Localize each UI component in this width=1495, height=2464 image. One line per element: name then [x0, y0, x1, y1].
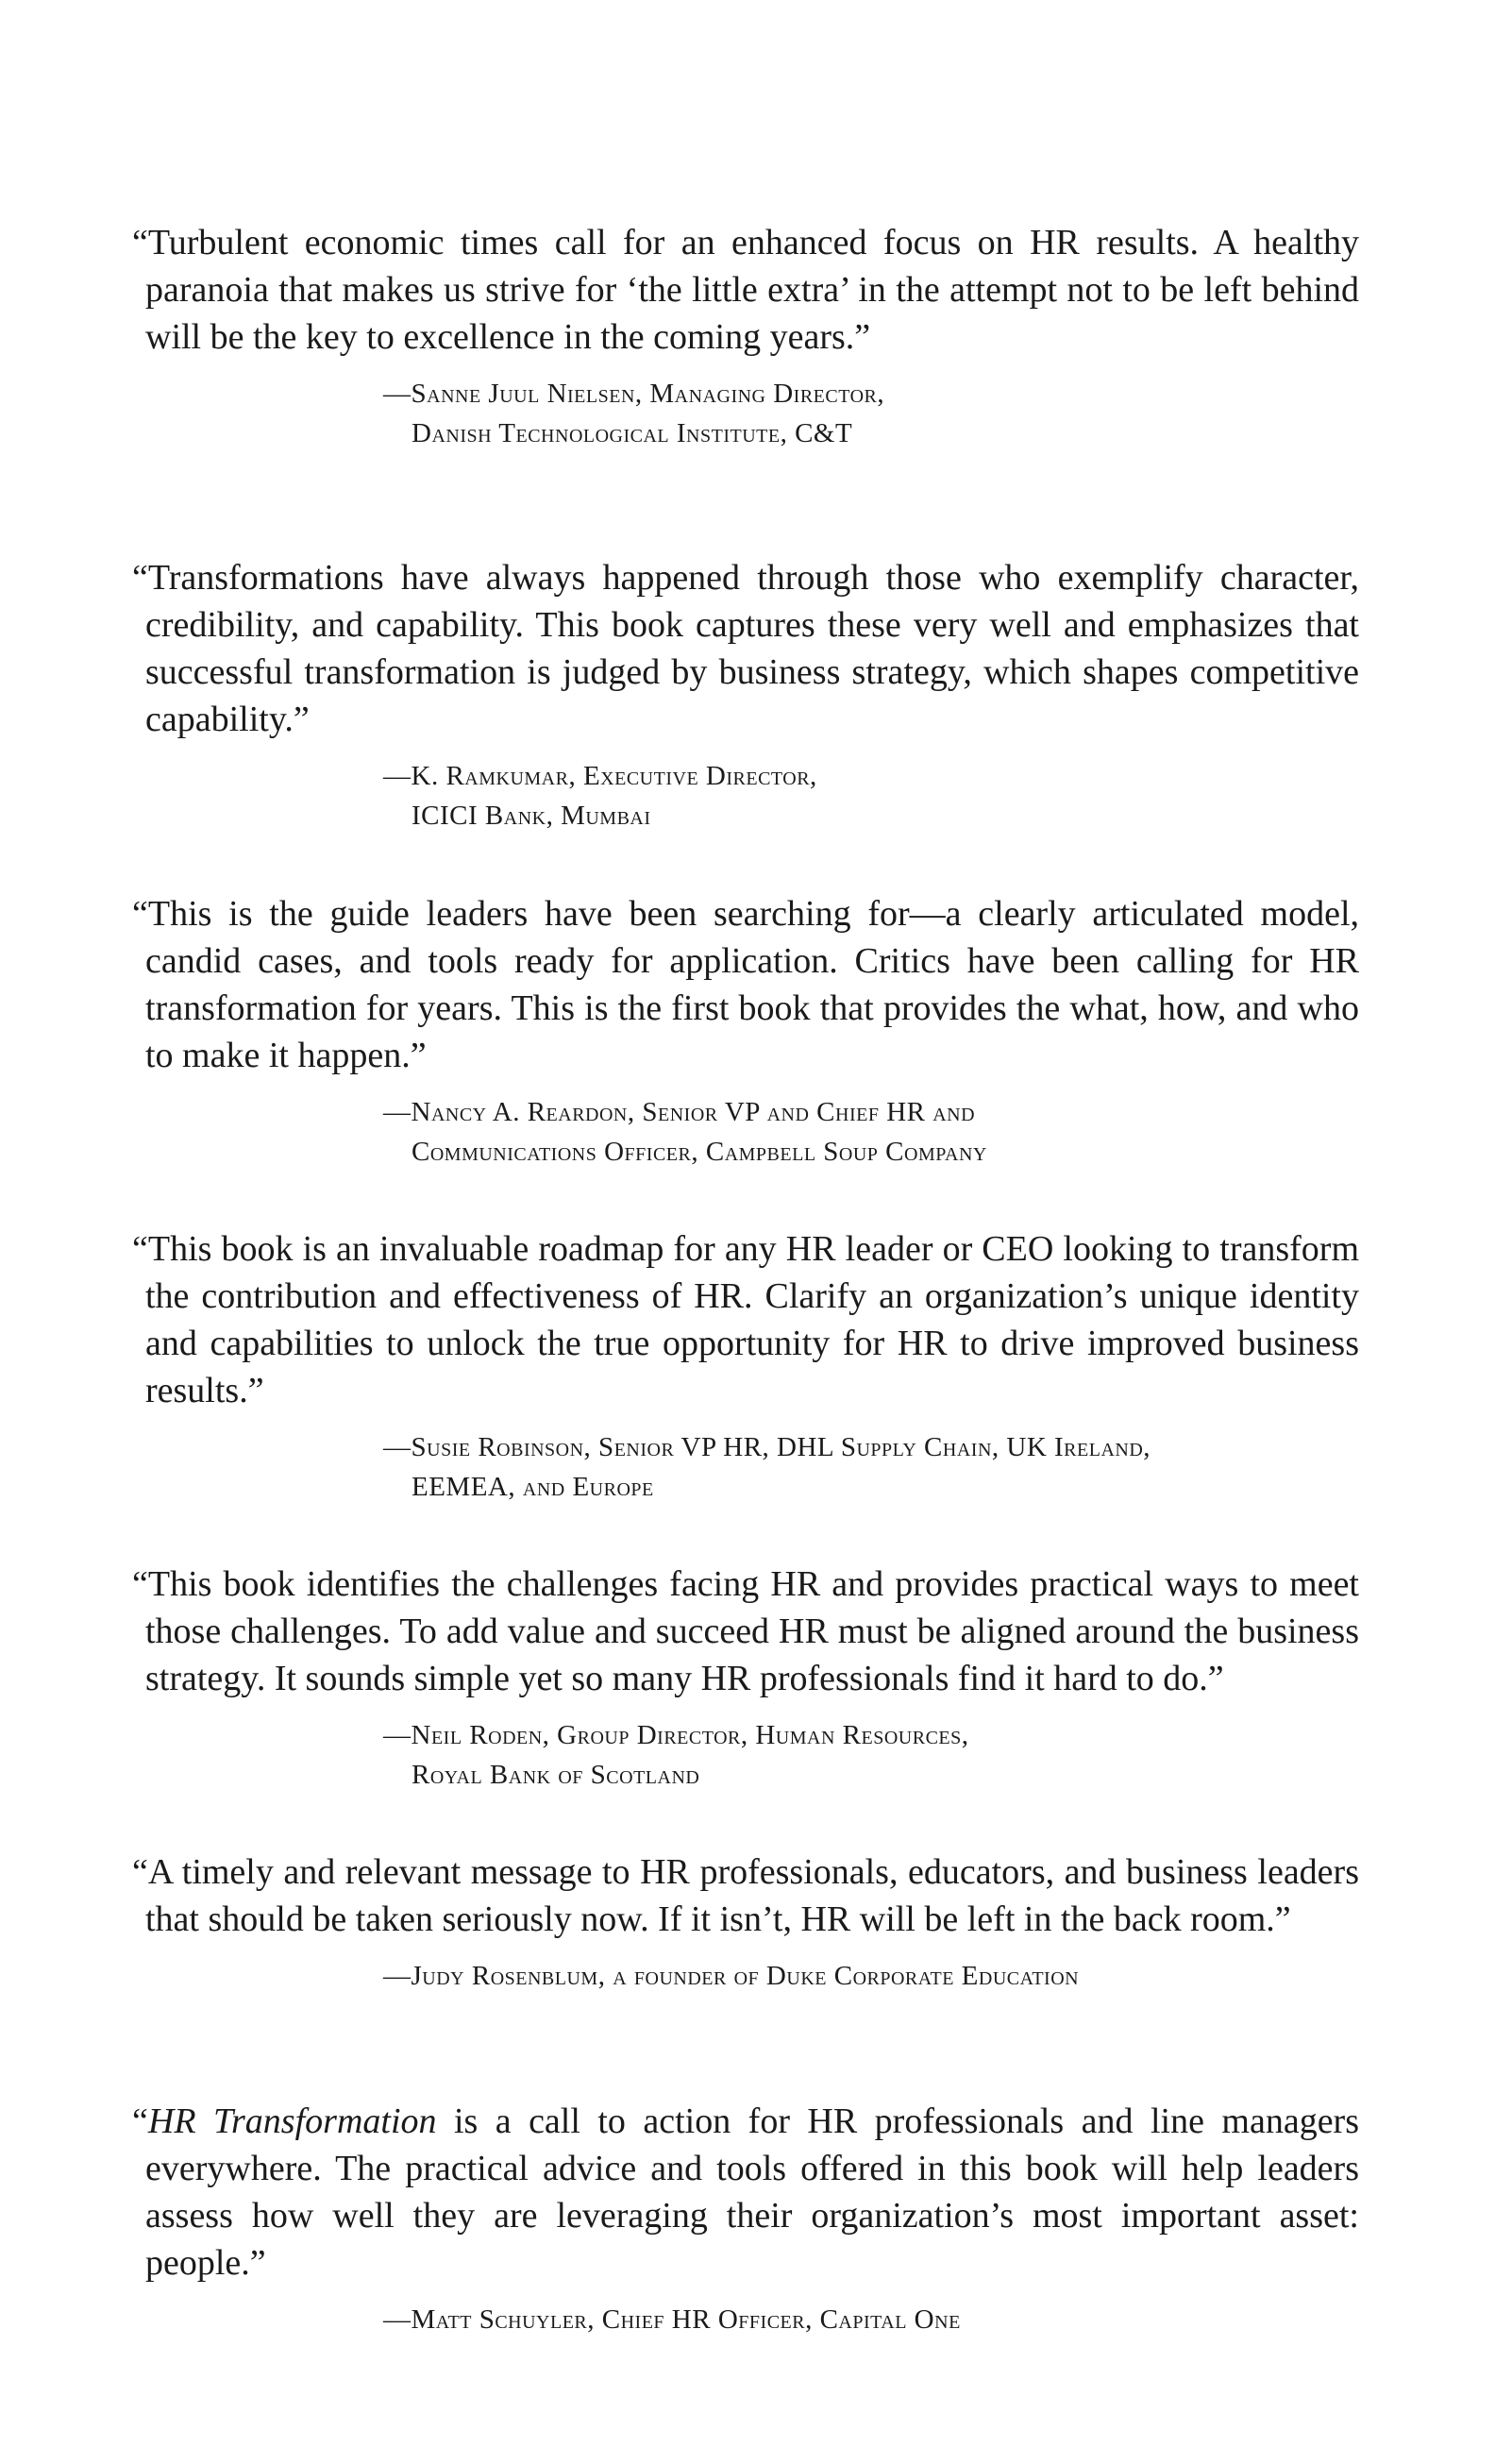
endorsement-attribution [383, 374, 1359, 453]
attribution-line: —Judy Rosenblum, a founder of Duke Corporate Education [383, 1961, 1080, 1991]
attribution-line: ICICI Bank, Mumbai [412, 801, 651, 831]
attribution-line: —K. Ramkumar, Executive Director, [383, 761, 817, 791]
quote-open-mark: “ [132, 2101, 148, 2141]
attribution-line: —Nancy A. Reardon, Senior VP and Chief HR and [383, 1097, 976, 1127]
endorsement-attribution [383, 1427, 1359, 1507]
attribution-line: EEMEA, and Europe [412, 1472, 654, 1502]
endorsement-quote: “Transformations have always happened through those who exemplify character, credibility, and capability. This book captures these very well and emphasizes that successful transformation is judged by business strategy, which shapes competitive capability.” [132, 558, 1359, 739]
endorsement-quote: “Turbulent economic times call for an enhanced focus on HR results. A healthy paranoia that makes us strive for ‘the little extra’ in the attempt not to be left behind will be the key to excellence in the coming years.” [132, 223, 1359, 357]
endorsement-quote: “This book is an invaluable roadmap for any HR leader or CEO looking to transform the contribution and effectiveness of HR. Clarify an organization’s unique identity and capabilities to unlock the true opportunity for HR to drive improved business results.” [132, 1229, 1359, 1410]
endorsement-attribution [383, 1715, 1359, 1795]
attribution-line: —Matt Schuyler, Chief HR Officer, Capital One [383, 2304, 961, 2335]
endorsement-attribution [383, 1956, 1359, 1996]
attribution-line: —Susie Robinson, Senior VP HR, DHL Supply Chain, UK Ireland, [383, 1432, 1151, 1462]
attribution-line: Danish Technological Institute, C&T [412, 418, 853, 448]
attribution-line: —Sanne Juul Nielsen, Managing Director, [383, 379, 885, 409]
endorsement-6 [132, 1848, 1359, 1996]
attribution-line: Communications Officer, Campbell Soup Company [412, 1137, 987, 1167]
endorsement-quote: “A timely and relevant message to HR professionals, educators, and business leaders that should be taken seriously now. If it isn’t, HR will be left in the back room.” [132, 1852, 1359, 1939]
endorsement-quote: “This is the guide leaders have been searching for—a clearly articulated model, candid cases, and tools ready for application. Critics have been calling for HR transformation for years. This is the first book that provides the what, how, and who to make it happen.” [132, 894, 1359, 1075]
endorsement-4 [132, 1225, 1359, 1507]
endorsement-attribution [383, 756, 1359, 835]
endorsement-quote: “This book identifies the challenges facing HR and provides practical ways to meet those challenges. To add value and succeed HR must be aligned around the business strategy. It sounds simple yet so many HR professionals find it hard to do.” [132, 1564, 1359, 1698]
endorsement-quote [132, 2098, 1359, 2287]
endorsement-attribution [383, 1092, 1359, 1172]
endorsement-1 [132, 219, 1359, 453]
endorsement-3 [132, 890, 1359, 1172]
endorsement-attribution [383, 2300, 1359, 2339]
endorsement-2 [132, 554, 1359, 835]
endorsement-5 [132, 1561, 1359, 1795]
quote-text: is a call to action for HR professionals and line managers everywhere. The practical advice and tools offered in this book will help leaders assess how well they are leveraging their organization’s most important asset: people.” [145, 2101, 1359, 2283]
attribution-line: Royal Bank of Scotland [412, 1760, 700, 1790]
endorsement-7 [132, 2098, 1359, 2339]
attribution-line: —Neil Roden, Group Director, Human Resources, [383, 1720, 969, 1750]
book-title: HR Transformation [147, 2101, 437, 2141]
